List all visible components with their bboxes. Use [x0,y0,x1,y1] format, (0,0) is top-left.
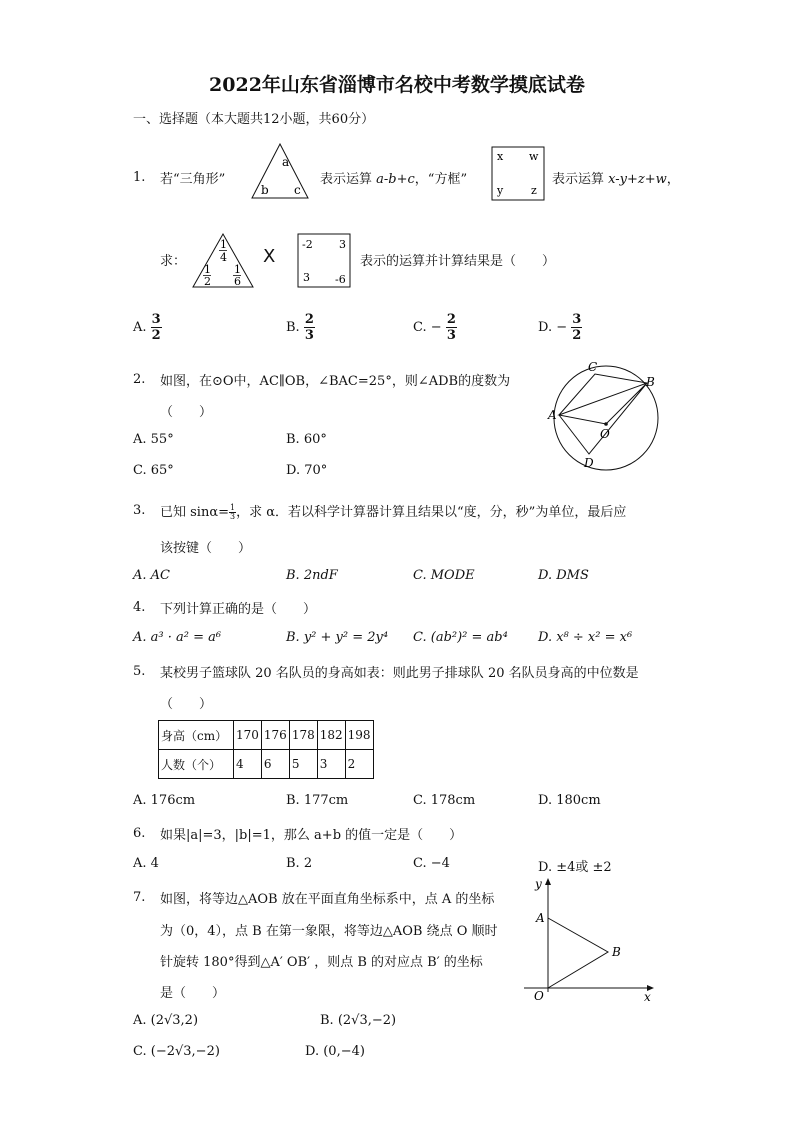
q1-box2-br: -6 [335,273,346,286]
q1-text-3: ，“方框” [414,172,468,187]
q1-box-label-x: x [497,150,504,163]
q7-number: 7. [133,890,146,905]
q7-option-d[interactable]: D. (0,−4) [305,1044,365,1059]
q3-line-1 [160,501,626,521]
q1-option-b[interactable] [286,312,315,343]
q4-option-b[interactable]: B. y² + y² = 2y⁴ [286,630,389,645]
q1-box2-bl: 3 [303,271,310,284]
q1-option-b-den: 3 [304,328,314,343]
q3-line-1a: 已知 sinα= [160,505,230,520]
q6-option-c[interactable]: C. −4 [413,856,450,871]
q1-option-b-frac [304,312,315,343]
q7-line-3: 针旋转 180°得到△A′ OB′ ，则点 B 的对应点 B′ 的坐标 [160,955,483,970]
q1-box-label-y: y [497,184,504,197]
q1-text-5: ， [666,172,680,187]
q2-option-a[interactable]: A. 55° [133,432,174,447]
q7-label-o: O [534,989,544,1003]
q2-number: 2. [133,372,146,387]
q2-line-1: 如图，在⊙O中，AC∥OB，∠BAC=25°，则∠ADB的度数为 [160,374,511,389]
q3-option-b[interactable]: B. 2ndF [286,568,338,583]
table-cell: 人数（个） [159,750,234,779]
q6-option-a[interactable]: A. 4 [133,856,159,871]
q5-line-2: （ ） [160,697,213,712]
table-cell: 182 [317,721,345,750]
q6-option-b[interactable]: B. 2 [286,856,313,871]
table-cell: 6 [261,750,289,779]
q1-tri2-left-d: 2 [204,275,211,288]
q1-option-a-den: 2 [151,328,161,343]
q5-number: 5. [133,664,146,679]
q7-line-2: 为（0，4），点 B 在第一象限，将等边△AOB 绕点 O 顺时 [160,924,498,939]
q5-option-a[interactable]: A. 176cm [133,793,196,808]
table-cell: 3 [317,750,345,779]
q1-option-d-sign: − [556,320,568,335]
table-cell: 5 [289,750,317,779]
q1-tri2-right-d: 6 [234,275,241,288]
q5-line-1: 某校男子篮球队 20 名队员的身高如表：则此男子排球队 20 名队员身高的中位数是 [160,666,639,681]
q5-option-c[interactable]: C. 178cm [413,793,476,808]
q1-text-2 [320,168,467,187]
q2-option-d[interactable]: D. 70° [286,463,328,478]
table-cell: 4 [234,750,262,779]
q1-tri2-left-n: 1 [204,263,211,276]
q1-option-c-num: 2 [446,312,456,327]
q2-option-b[interactable]: B. 60° [286,432,327,447]
q7-line-1: 如图，将等边△AOB 放在平面直角坐标系中，点 A 的坐标 [160,892,495,907]
table-cell: 身高（cm） [159,721,234,750]
q1-tri2-top-n: 1 [220,238,227,251]
q7-line-4: 是（ ） [160,986,226,1001]
q3-number: 3. [133,503,146,518]
q1-tri2-right-n: 1 [234,263,241,276]
q3-line-1b: ，求 α．若以科学计算器计算且结果以“度，分，秒”为单位，最后应 [236,505,627,520]
q1-tri-label-a: a [282,155,290,169]
q5-option-d[interactable]: D. 180cm [538,793,601,808]
table-cell: 198 [345,721,373,750]
q1-box-2-figure [297,233,351,289]
q1-text-6: 表示的运算并计算结果是（ ） [360,254,556,269]
q1-option-d-num: 3 [572,312,582,327]
q1-box2-tr: 3 [339,238,346,251]
q2-circle-figure [540,358,666,480]
table-cell: 2 [345,750,373,779]
q1-option-a[interactable] [133,312,162,343]
q3-option-a[interactable]: A. AC [133,568,170,583]
q2-label-b: B [646,375,655,389]
q7-label-y: y [535,877,542,891]
q2-label-c: C [588,360,598,374]
q7-label-a: A [536,911,545,925]
q2-label-a: A [548,408,557,422]
q4-option-d[interactable]: D. x⁸ ÷ x² = x⁶ [538,630,633,645]
q3-frac-den: 3 [230,512,236,521]
q1-tri2-top-d: 4 [220,251,227,264]
q1-text-1: 若“三角形” [160,172,226,187]
q1-option-d-den: 2 [572,328,582,343]
q1-option-c-frac [446,312,457,343]
q1-box-label-w: w [529,150,539,163]
q7-option-c[interactable]: C. (−2√3,−2) [133,1044,220,1059]
q1-box-label-z: z [531,184,537,197]
q3-frac-num: 1 [230,503,236,512]
q1-box-figure [491,146,545,202]
q2-label-d: D [584,456,594,470]
q7-option-b[interactable]: B. (2√3,−2) [320,1013,397,1028]
q1-times: X [263,246,276,267]
q1-option-b-num: 2 [304,312,314,327]
q3-line-2: 该按键（ ） [160,541,252,556]
q1-option-c[interactable] [413,312,457,343]
q1-text-4 [552,168,680,187]
q4-line-1: 下列计算正确的是（ ） [160,602,317,617]
q1-text-2a: 表示运算 [320,172,373,187]
q1-option-a-num: 3 [151,312,161,327]
q2-line-2: （ ） [160,405,213,420]
page-title: 2022年山东省淄博市名校中考数学摸底试卷 [209,74,585,96]
q6-option-d[interactable]: D. ±4或 ±2 [538,860,612,875]
q1-option-d-label: D. [538,320,553,335]
q3-option-c[interactable]: C. MODE [413,568,475,583]
table-cell: 178 [289,721,317,750]
q1-option-c-label: C. [413,320,427,335]
q1-option-c-den: 3 [446,328,456,343]
q1-option-b-label: B. [286,320,300,335]
q4-option-c[interactable]: C. (ab²)² = ab⁴ [413,630,508,645]
q1-triangle-figure [248,136,312,202]
q6-line-1: 如果|a|=3，|b|=1，那么 a+b 的值一定是（ ） [160,828,463,843]
table-cell: 170 [234,721,262,750]
q1-option-d-frac [571,312,582,343]
q1-triangle-2-figure [190,232,256,290]
q7-coordinate-figure [520,874,660,1006]
q1-number: 1. [133,170,146,185]
section-heading: 一、选择题（本大题共12小题，共60分） [133,112,375,127]
q5-height-table [158,720,374,779]
q2-option-c[interactable]: C. 65° [133,463,174,478]
q2-label-o: O [600,427,610,441]
q6-number: 6. [133,826,146,841]
q1-option-a-label: A. [133,320,147,335]
q1-option-c-sign: − [430,320,442,335]
q1-option-a-frac [151,312,162,343]
q4-option-a[interactable]: A. a³ · a² = a⁶ [133,630,222,645]
q7-label-b: B [612,945,621,959]
q3-option-d[interactable]: D. DMS [538,568,589,583]
q4-number: 4. [133,600,146,615]
q1-ask: 求： [160,254,187,269]
q1-box2-tl: -2 [302,238,313,251]
q1-option-d[interactable] [538,312,582,343]
q1-text-4a: 表示运算 [552,172,605,187]
table-row [159,721,374,750]
q1-expr-1: a-b+c [376,172,415,187]
q1-expr-2: x-y+z+w [608,172,667,187]
q1-tri-label-b: b [261,183,269,197]
q5-option-b[interactable]: B. 177cm [286,793,349,808]
table-row [159,750,374,779]
q7-label-x: x [644,990,651,1004]
q1-tri-label-c: c [294,183,301,197]
q7-option-a[interactable]: A. (2√3,2) [133,1013,199,1028]
table-cell: 176 [261,721,289,750]
